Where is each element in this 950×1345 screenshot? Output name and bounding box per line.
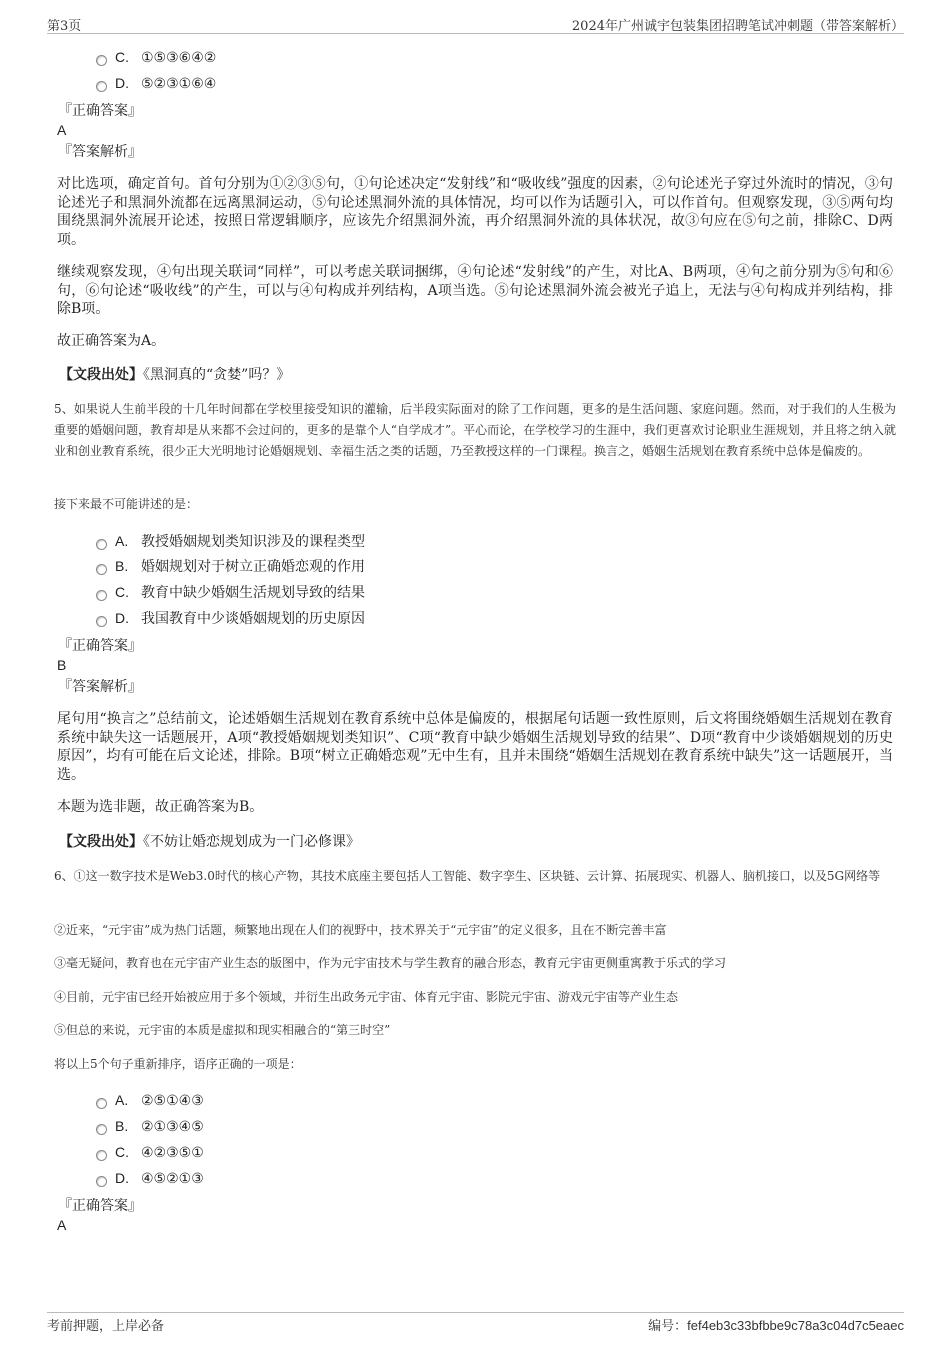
q6-sentence-5: ⑤但总的来说，元宇宙的本质是虚拟和现实相融合的“第三时空” (54, 1023, 391, 1037)
q6-sentence-4: ④目前，元宇宙已经开始被应用于多个领域，并衍生出政务元宇宙、体育元宇宙、影院元宇宙、游戏元宇宙等产业生态 (54, 990, 679, 1004)
radio-icon[interactable] (96, 1150, 107, 1161)
q4-option-c[interactable]: C. ①⑤③⑥④② (96, 48, 216, 67)
document-title: 2024年广州诚宇包装集团招聘笔试冲刺题（带答案解析） (571, 19, 904, 34)
q5-option-c[interactable]: C. 教育中缺少婚姻生活规划导致的结果 (96, 583, 365, 602)
q6-answer-label: 『正确答案』 (58, 1198, 142, 1214)
q5-source: 【文段出处】《不妨让婚恋规划成为一门必修课》 (59, 834, 360, 850)
q5-analysis-p1: 尾句用“换言之”总结前文，论述婚姻生活规划在教育系统中总体是偏废的，根据尾句话题一致性原则，后文将围绕婚姻生活规划在教育系统中缺失这一话题展开，A项“教授婚姻规划类知识”、C项“教育中缺少婚姻生活规划导致的结果”、D项“教育中少谈婚姻规划的历史原因”，均有可能在后文论述，排除。B项“树立正确婚恋观”无中生有，且并未围绕“婚姻生活规划在教育系统中缺失”这一话题展开，当选。 (57, 711, 893, 783)
page-header (47, 14, 904, 34)
q6-answer: A (57, 1217, 67, 1233)
footer-slogan: 考前押题，上岸必备 (47, 1319, 165, 1334)
q6-option-c[interactable]: C. ④②③⑤① (96, 1143, 204, 1162)
q6-option-b[interactable]: B. ②①③④⑤ (96, 1117, 204, 1136)
radio-icon[interactable] (96, 539, 107, 550)
q5-option-b[interactable]: B. 婚姻规划对于树立正确婚恋观的作用 (96, 557, 365, 576)
q5-answer: B (57, 657, 67, 673)
q6-option-a[interactable]: A. ②⑤①④③ (96, 1091, 204, 1110)
q5-analysis-label: 『答案解析』 (58, 679, 142, 695)
q5-option-a[interactable]: A. 教授婚姻规划类知识涉及的课程类型 (96, 532, 365, 551)
q6-option-d[interactable]: D. ④⑤②①③ (96, 1169, 204, 1188)
radio-icon[interactable] (96, 1124, 107, 1135)
q4-analysis-p2: 继续观察发现，④句出现关联词“同样”，可以考虑关联词捆绑，④句论述“发射线”的产生，对比A、B两项，④句之前分别为⑤句和⑥句，⑥句论述“吸收线”的产生，可以与④句构成并列结构，A项当选。⑤句论述黑洞外流会被光子追上，无法与④句构成并列结构，排除B项。 (57, 264, 893, 317)
q4-analysis-p3: 故正确答案为A。 (57, 333, 166, 349)
q4-analysis-p1: 对比选项，确定首句。首句分别为①②③⑤句，①句论述决定“发射线”和“吸收线”强度的因素，②句论述光子穿过外流时的情况，③句论述光子和黑洞外流都在远离黑洞运动，⑤句论述黑洞外流的具体情况，均可以作为话题引入，可以作首句。但观察发现，③⑤两句均围绕黑洞外流展开论述，按照日常逻辑顺序，应该先介绍黑洞外流，再介绍黑洞外流的具体状况，故③句应在⑤句之前，排除C、D两项。 (57, 176, 893, 248)
radio-icon[interactable] (96, 564, 107, 575)
q5-option-d[interactable]: D. 我国教育中少谈婚姻规划的历史原因 (96, 609, 365, 628)
q4-option-d[interactable]: D. ⑤②③①⑥④ (96, 74, 216, 93)
q4-answer-label: 『正确答案』 (58, 103, 142, 119)
q6-sentence-1: 6、①这一数字技术是Web3.0时代的核心产物，其技术底座主要包括人工智能、数字孪生、区块链、云计算、拓展现实、机器人、脑机接口，以及5G网络等 (54, 869, 881, 883)
q6-prompt: 将以上5个句子重新排序，语序正确的一项是： (54, 1057, 302, 1071)
page-number: 第3页 (47, 19, 82, 34)
page-footer (47, 1312, 904, 1333)
radio-icon[interactable] (96, 81, 107, 92)
q6-sentence-3: ③毫无疑问，教育也在元宇宙产业生态的版图中，作为元宇宙技术与学生教育的融合形态，教育元宇宙更侧重寓教于乐式的学习 (54, 956, 727, 970)
footer-code: 编号：fef4eb3c33bfbbe9c78a3c04d7c5eaec (648, 1318, 904, 1333)
q4-analysis-label: 『答案解析』 (58, 144, 142, 160)
radio-icon[interactable] (96, 55, 107, 66)
q6-sentence-2: ②近来，“元宇宙”成为热门话题，频繁地出现在人们的视野中，技术界关于“元宇宙”的定义很多，且在不断完善丰富 (54, 923, 667, 937)
radio-icon[interactable] (96, 616, 107, 627)
radio-icon[interactable] (96, 1176, 107, 1187)
radio-icon[interactable] (96, 590, 107, 601)
q5-prompt: 接下来最不可能讲述的是： (54, 497, 199, 511)
q5-answer-label: 『正确答案』 (58, 638, 142, 654)
q5-analysis-p2: 本题为选非题，故正确答案为B。 (57, 799, 264, 815)
q4-answer: A (57, 122, 67, 138)
q5-stem: 5、如果说人生前半段的十几年时间都在学校里接受知识的灌输，后半段实际面对的除了工作问题，更多的是生活问题、家庭问题。然而，对于我们的人生极为重要的婚姻问题，教育却是从来都不会过问的，更多的是靠个人“自学成才”。平心而论，在学校学习的生涯中，我们更喜欢讨论职业生涯规划，并且将之纳入就业和创业教育系统，很少正大光明地讨论婚姻规划、幸福生活之类的话题，乃至教授这样的一门课程。换言之，婚姻生活规划在教育系统中总体是偏废的。 (54, 402, 896, 458)
q4-source: 【文段出处】《黑洞真的“贪婪”吗？》 (59, 367, 291, 383)
radio-icon[interactable] (96, 1098, 107, 1109)
